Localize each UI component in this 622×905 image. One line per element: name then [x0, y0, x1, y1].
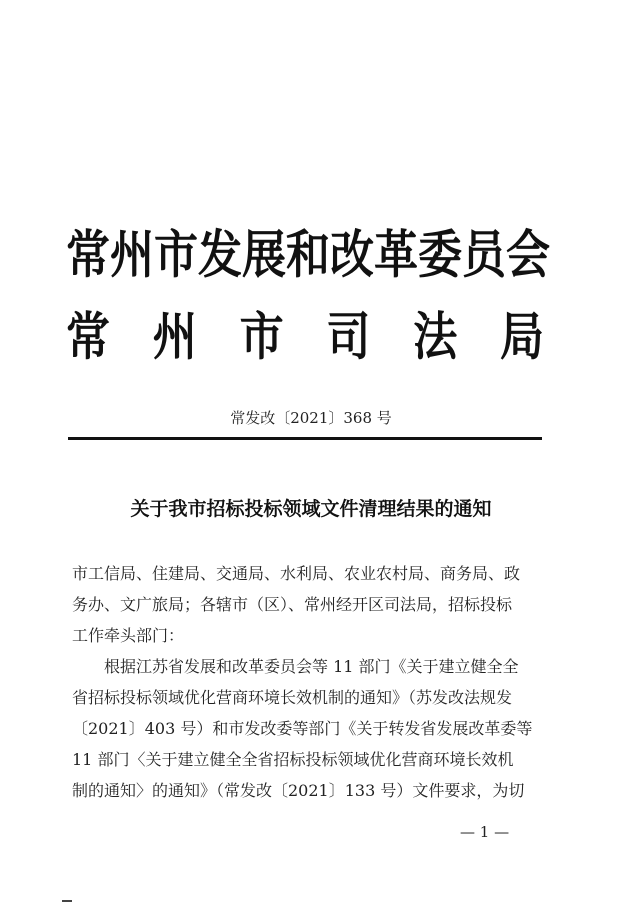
page-number: — 1 — — [460, 823, 510, 841]
recipient-line: 工作牵头部门： — [72, 626, 185, 645]
scan-artifact — [62, 900, 72, 902]
org-char: 州 — [110, 225, 154, 286]
body-line: 制的通知〉的通知》（常发改〔2021〕133 号）文件要求，为切 — [72, 781, 525, 800]
recipient-line: 务办、文广旅局；各辖市（区）、常州经开区司法局，招标投标 — [72, 595, 513, 614]
org-char: 州 — [152, 307, 197, 368]
issuing-org-2 — [66, 307, 544, 368]
org-char: 委 — [418, 225, 462, 286]
org-char: 改 — [330, 225, 374, 286]
recipients — [72, 558, 552, 651]
org-char: 会 — [506, 225, 550, 286]
body-line: 11 部门〈关于建立健全全省招标投标领域优化营商环境长效机 — [72, 750, 514, 769]
org-char: 市 — [154, 225, 198, 286]
org-char: 展 — [242, 225, 286, 286]
org-char: 员 — [462, 225, 506, 286]
org-char: 市 — [239, 307, 284, 368]
body-line: 根据江苏省发展和改革委员会等 11 部门《关于建立健全全 — [72, 657, 519, 676]
org-char: 局 — [499, 307, 544, 368]
body-line: 〔2021〕403 号）和市发改委等部门《关于转发省发展改革委等 — [72, 719, 533, 738]
org-char: 司 — [326, 307, 371, 368]
org-char: 发 — [198, 225, 242, 286]
org-char: 和 — [286, 225, 330, 286]
body-text — [72, 651, 552, 806]
document-number: 常发改〔2021〕368 号 — [230, 409, 392, 427]
recipient-line: 市工信局、住建局、交通局、水利局、农业农村局、商务局、政 — [72, 564, 521, 583]
issuing-org-1 — [66, 225, 550, 286]
org-char: 革 — [374, 225, 418, 286]
org-char: 常 — [66, 225, 110, 286]
org-char: 常 — [66, 307, 110, 368]
body-line: 省招标投标领域优化营商环境长效机制的通知》（苏发改法规发 — [72, 688, 513, 707]
header-divider — [68, 437, 542, 440]
document-title: 关于我市招标投标领域文件清理结果的通知 — [130, 498, 492, 520]
org-char: 法 — [413, 307, 458, 368]
